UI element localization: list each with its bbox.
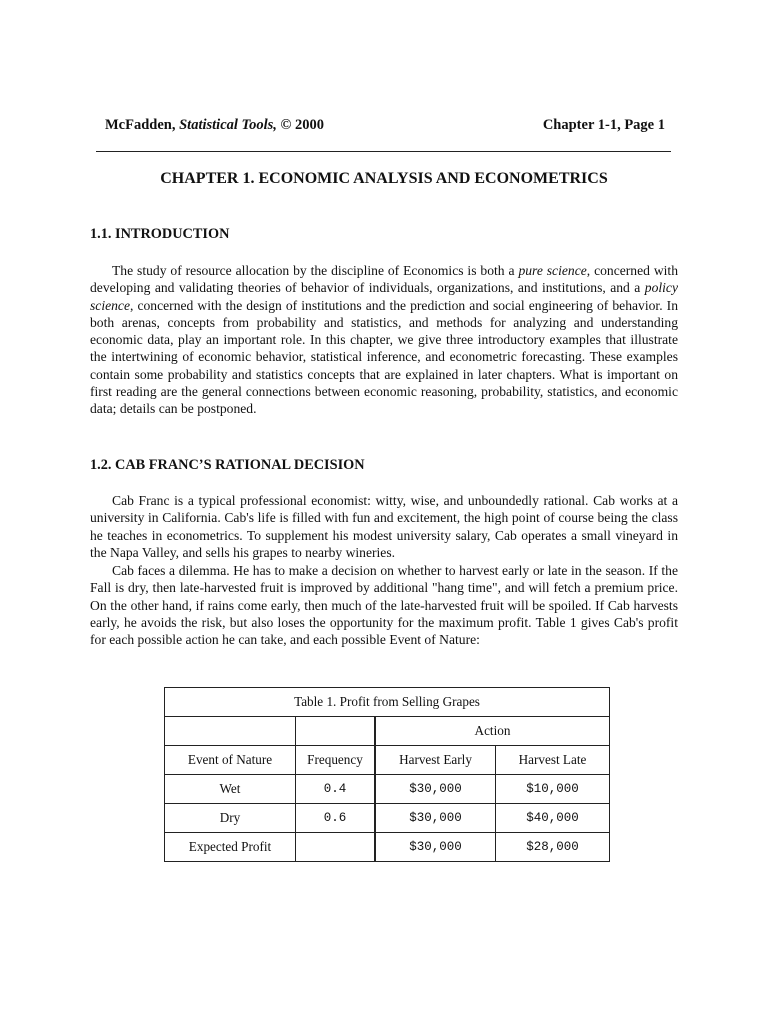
section-1-2-title: 1.2. CAB FRANC’S RATIONAL DECISION [90,457,365,473]
table-cell: $40,000 [496,804,610,833]
table-cell: $30,000 [375,804,496,833]
table-cell: 0.6 [296,804,376,833]
header-book-title: Statistical Tools, [179,117,277,133]
table-action-row [165,717,610,746]
table-cell: $30,000 [375,775,496,804]
profit-table [164,687,610,862]
cab-franc-paragraph-2: Cab faces a dilemma. He has to make a decision on whether to harvest early or late in the season. If the Fall is dry, then late-harvested fruit is improved by additional "hang time", and will fetch a premium price. On the other hand, if rains come early, then much of the late-harvested fruit will be spoiled. If Cab harvests early, he avoids the risk, but also loses the opportunity for the maximum profit. Table 1 gives Cab's profit for each possible action he can take, and each possible Event of Nature: [90,563,678,648]
table-cell: Wet [165,775,296,804]
section-1-1-title: 1.1. INTRODUCTION [90,226,230,242]
pure-science-term: pure science [518,263,587,278]
header-copyright: © 2000 [276,117,324,133]
table-row [165,804,610,833]
header-divider [96,151,671,152]
column-header: Harvest Early [375,746,496,775]
table-blank-cell [296,717,376,746]
table-cell: Expected Profit [165,833,296,862]
action-header: Action [375,717,610,746]
table-cell: Dry [165,804,296,833]
table-cell: $10,000 [496,775,610,804]
cab-franc-paragraph-1: Cab Franc is a typical professional economist: witty, wise, and unboundedly rational. Cab works at a university in California. Cab's life is filled with fun and excitement, the high point of course being the class he teaches in econometrics. To supplement his modest university salary, Cab operates a small vineyard in the Napa Valley, and sells his grapes to nearby wineries. [90,493,678,560]
column-header: Frequency [296,746,376,775]
header-author: McFadden, [105,117,180,133]
chapter-title: CHAPTER 1. ECONOMIC ANALYSIS AND ECONOMETRICS [160,170,608,187]
column-header: Harvest Late [496,746,610,775]
introduction-paragraph: The study of resource allocation by the discipline of Economics is both a pure science, concerned with developing and validating theories of behavior of individuals, organizations, and institutions, and a policy science, concerned with the design of institutions and the prediction and social engineering of behavior. In both arenas, concepts from probability and statistics, and methods for analyzing and understanding economic data, play an important role. In this chapter, we give three introductory examples that illustrate the intertwining of economic behavior, statistical inference, and econometric forecasting. These examples contain some probability and statistics concepts that are explained in later chapters. What is important on first reading are the general connections between economic reasoning, probability, statistics, and economic data; details can be postponed. [90,263,679,417]
column-header: Event of Nature [165,746,296,775]
table-cell: $30,000 [375,833,496,862]
table-cell: $28,000 [496,833,610,862]
table-caption: Table 1. Profit from Selling Grapes [165,688,610,717]
table-blank-cell [165,717,296,746]
header-page-number: Chapter 1-1, Page 1 [542,117,665,133]
table-row [165,775,610,804]
table-cell: 0.4 [296,775,376,804]
table-header-row [165,746,610,775]
table-cell [296,833,376,862]
policy-science-term: policy science [90,280,678,313]
table-row [165,833,610,862]
table-caption-row [165,688,610,717]
running-header [105,117,665,134]
